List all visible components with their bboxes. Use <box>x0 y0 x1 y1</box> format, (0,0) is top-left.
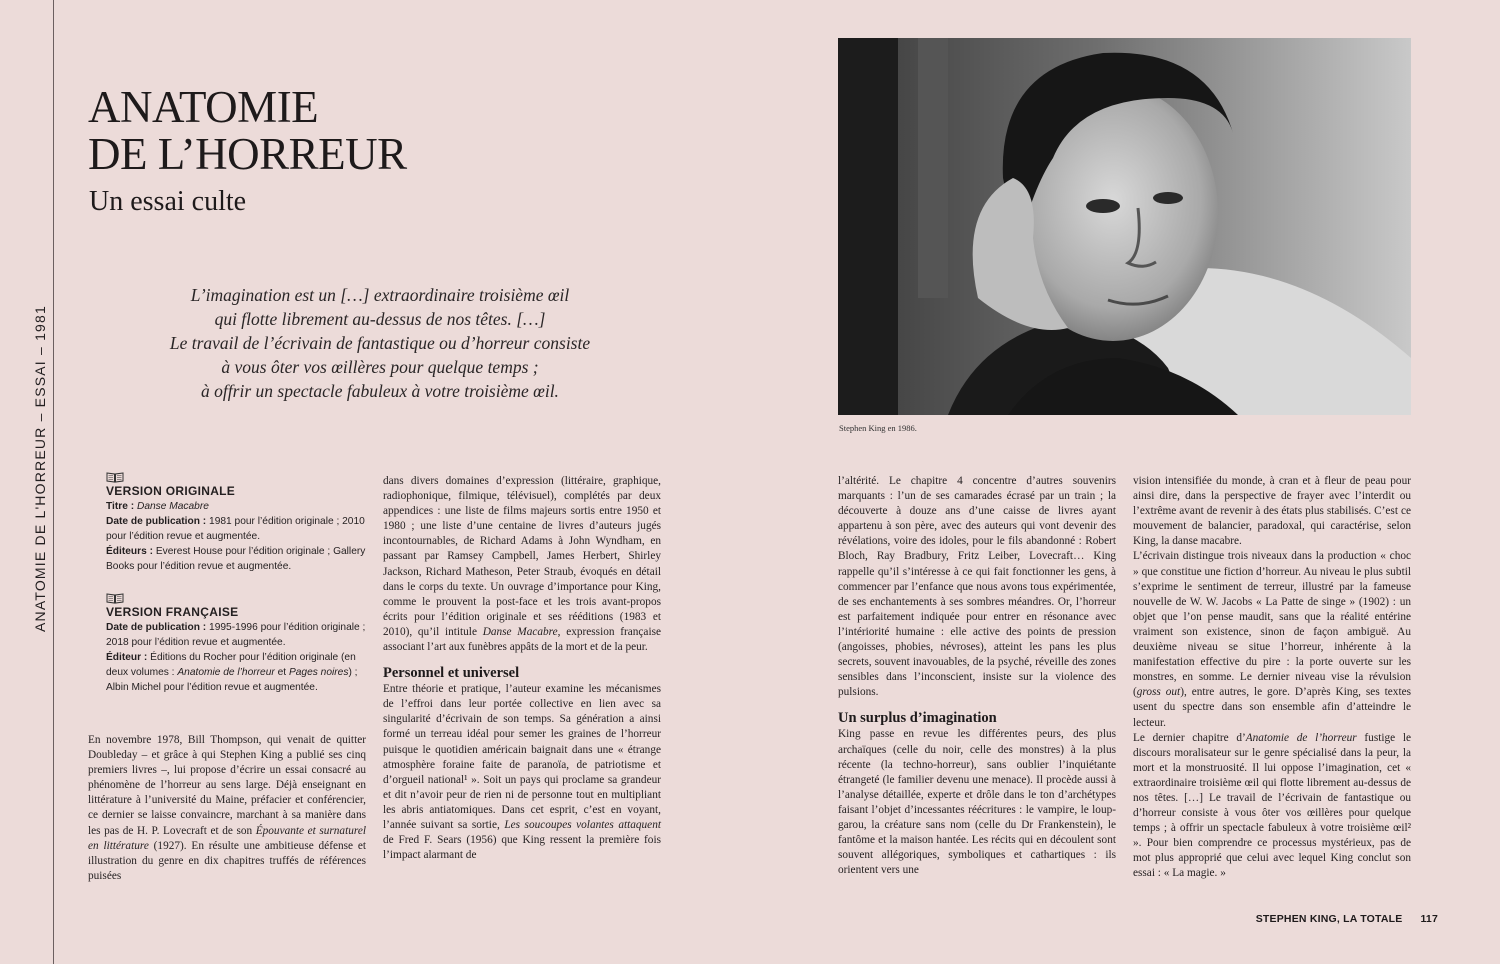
photo-caption: Stephen King en 1986. <box>839 423 917 433</box>
page-footer <box>1256 913 1438 925</box>
vf-editeur: Éditeur : Éditions du Rocher pour l’édition originale (en deux volumes : Anatomie de l’horreur et Pages noires) ; Albin Michel pour l’édition revue et augmentée. <box>106 652 358 694</box>
paragraph: vision intensifiée du monde, à cran et à fleur de peau pour ainsi dire, dans la perspective de frayer avec l’interdit ou l’extrême avant de revenir à des états plus stabilisés. C’est ce mouvement de balancier, paradoxal, qui caractérise, selon King, la danse macabre. <box>1133 475 1411 548</box>
quote-line: à vous ôter vos œillères pour quelque temps ; <box>221 357 539 377</box>
text-column-2 <box>383 474 661 863</box>
version-originale-box <box>106 472 366 574</box>
section-heading-surplus: Un surplus d’imagination <box>838 710 997 727</box>
section-heading-personnel: Personnel et universel <box>383 665 520 682</box>
quote-line: Le travail de l’écrivain de fantastique ou d’horreur consiste <box>169 333 591 353</box>
paragraph: l’altérité. Le chapitre 4 concentre d’autres souvenirs marquants : l’un de ses camarades écrasé par un train ; la découverte à douze ans d’une caisse de livres ayant appartenu à son père, avec des auteurs qui vont devenir des révélations, voire des idoles, pour le fils abandonné : Robert Bloch, Ray Bradbury, Fritz Leiber, Lovecraft… King rappelle qu’il s’intéresse à ce qui fait fonctionner les gens, à commencer par l’enfance que nous avons tous expérimentée, de ses enchantements à ses sombres méandres. Or, l’horreur est parfaitement indiquée pour entrer en résonance avec l’intériorité humaine : elle active des points de pression (angoisses, phobies, névroses), atteint les pans les plus secrets, souvent inavouables, de la psyché, réveille des zones sensibles dans l’inconscient, insiste sur la violence des pulsions. <box>838 475 1116 699</box>
vo-titre: Titre : Danse Macabre <box>106 501 209 512</box>
quote-line: à offrir un spectacle fabuleux à votre troisième œil. <box>201 381 559 401</box>
paragraph: L’écrivain distingue trois niveaux dans la production « choc » que constitue une fiction d’horreur. Au niveau le plus subtil s’exprime le sentiment de terreur, illustré par la fameuse nouvelle de W. W. Jacobs « La Patte de singe » (1902) : un objet que l’on pense maudit, sans que la réalité entérine vraiment son existence, sinon de façon ambiguë. Au deuxième niveau se situe l’horreur, inhérente à la manifestation effective du pire : la porte ouverte sur les monstres, en somme. Le dernier niveau vise la révulsion (gross out), entre autres, le gore. D’après King, ses textes usent du spectre dans son ensemble afin d’atteindre le lecteur. <box>1133 550 1411 729</box>
paragraph: dans divers domaines d’expression (littéraire, graphique, radiophonique, filmique, télévisuel), complétés par deux appendices : une liste de films majeurs sortis entre 1950 et 1980 ; une liste d’une centaine de livres d’auteurs jugés incontournables, de Richard Adams à John Wyndham, en passant par Ramsey Campbell, James Herbert, Shirley Jackson, Richard Matheson, Peter Straub, évoqués en détail dans le corps du texte. Un ouvrage d’importance pour King, comme le prouvent la post-face et les trois avant-propos écrits pour l’édition originale et ses rééditions (1983 et 2010), qu’il intitule Danse Macabre, expression française associant l’art aux funèbres appâts de la mort et de la peur. <box>383 475 661 654</box>
vf-heading: VERSION FRANÇAISE <box>106 605 239 619</box>
epigraph-quote <box>120 283 640 403</box>
paragraph: En novembre 1978, Bill Thompson, qui venait de quitter Doubleday – et grâce à qui Stephen King a publié ses cinq premiers livres –, lui propose d’écrire un essai consacré au phénomène de l’horreur au sens large. Déjà enseignant en littérature à l’université du Maine, préfacier et conférencier, ce dernier se laisse convaincre, marchant à sa manière dans les pas de H. P. Lovecraft et de son Épouvante et surnaturel en littérature (1927). En résulte une ambitieuse défense et illustration du genre en dix chapitres truffés de références puisées <box>88 734 366 882</box>
version-francaise-box <box>106 593 366 695</box>
page-title <box>88 84 407 178</box>
spine-rule <box>53 0 54 964</box>
footer-book-title: STEPHEN KING, LA TOTALE <box>1255 913 1403 925</box>
paragraph: King passe en revue les différentes peurs, des plus archaïques (celle du noir, celle des monstres) à la plus récente (la techno-horreur), sans oublier l’inquiétante étrangeté (le familier devenu une menace). Il procède aussi à l’analyse détaillée, experte et drôle dans le ton d’archétypes faisant l’objet d’incessantes réécritures : le vampire, le loup-garou, la créature sans nom (celle du Dr Frankenstein), le fantôme et la maison hantée. Les récits qui en découlent sont souvent allégoriques, symboliques et cathartiques : ils orientent vers une <box>838 728 1116 877</box>
paragraph: Le dernier chapitre d’Anatomie de l’horreur fustige le discours moralisateur sur le genre spécialisé dans la peur, la mort et la monstruosité. Il lui oppose l’imagination, cet « extraordinaire troisième œil qui flotte librement au-dessus de nos têtes. […] Le travail de l’écrivain de fantastique ou d’horreur consiste à vous ôter vos œillères pour quelque temps ; à offrir un spectacle fabuleux à votre troisième œil² ». Pour bien comprendre ce processus mystérieux, pas de mot plus approprié que celui avec lequel King conclut son essai : « La magie. » <box>1133 731 1411 880</box>
vo-date: Date de publication : 1981 pour l’édition originale ; 2010 pour l’édition revue et augmentée. <box>106 516 365 543</box>
author-photo <box>838 38 1411 415</box>
vo-editeurs: Éditeurs : Everest House pour l’édition originale ; Gallery Books pour l’édition revue et augmentée. <box>106 546 366 573</box>
page-subtitle: Un essai culte <box>89 186 247 217</box>
text-column-1 <box>88 733 366 884</box>
book-icon <box>106 472 124 483</box>
page-number: 117 <box>1420 913 1438 925</box>
vo-heading: VERSION ORIGINALE <box>106 484 236 498</box>
paragraph: Entre théorie et pratique, l’auteur examine les mécanismes de l’effroi dans leur portée collective en lien avec sa singularité d’écrivain de son temps. Sa génération a ainsi formé un terreau idéal pour semer les graines de l’horreur puisque le quotidien américain baignait dans une « étrange atmosphère foraine faite de paranoïa, de patriotisme et d’orgueil national¹ ». Soit un pays qui proclame sa grandeur et dit n’avoir peur de rien ni de personne tout en multipliant les abris antiatomiques. Dans cet esprit, c’est en voyant, l’année suivant sa sortie, Les soucoupes volantes attaquent de Fred F. Sears (1956) que King ressent la première fois l’impact alarmant de <box>383 683 661 862</box>
text-column-4 <box>1133 474 1411 882</box>
text-column-3 <box>838 474 1116 878</box>
quote-line: qui flotte librement au-dessus de nos têtes. […] <box>214 309 546 329</box>
spine-running-title: ANATOMIE DE L'HORREUR – ESSAI – 1981 <box>32 304 48 632</box>
book-icon <box>106 593 124 604</box>
quote-line: L’imagination est un […] extraordinaire troisième œil <box>190 285 570 305</box>
title-line-1: ANATOMIE <box>88 82 319 132</box>
title-line-2: DE L’HORREUR <box>88 129 407 179</box>
vf-date: Date de publication : 1995-1996 pour l’édition originale ; 2018 pour l’édition revue et augmentée. <box>106 622 366 649</box>
